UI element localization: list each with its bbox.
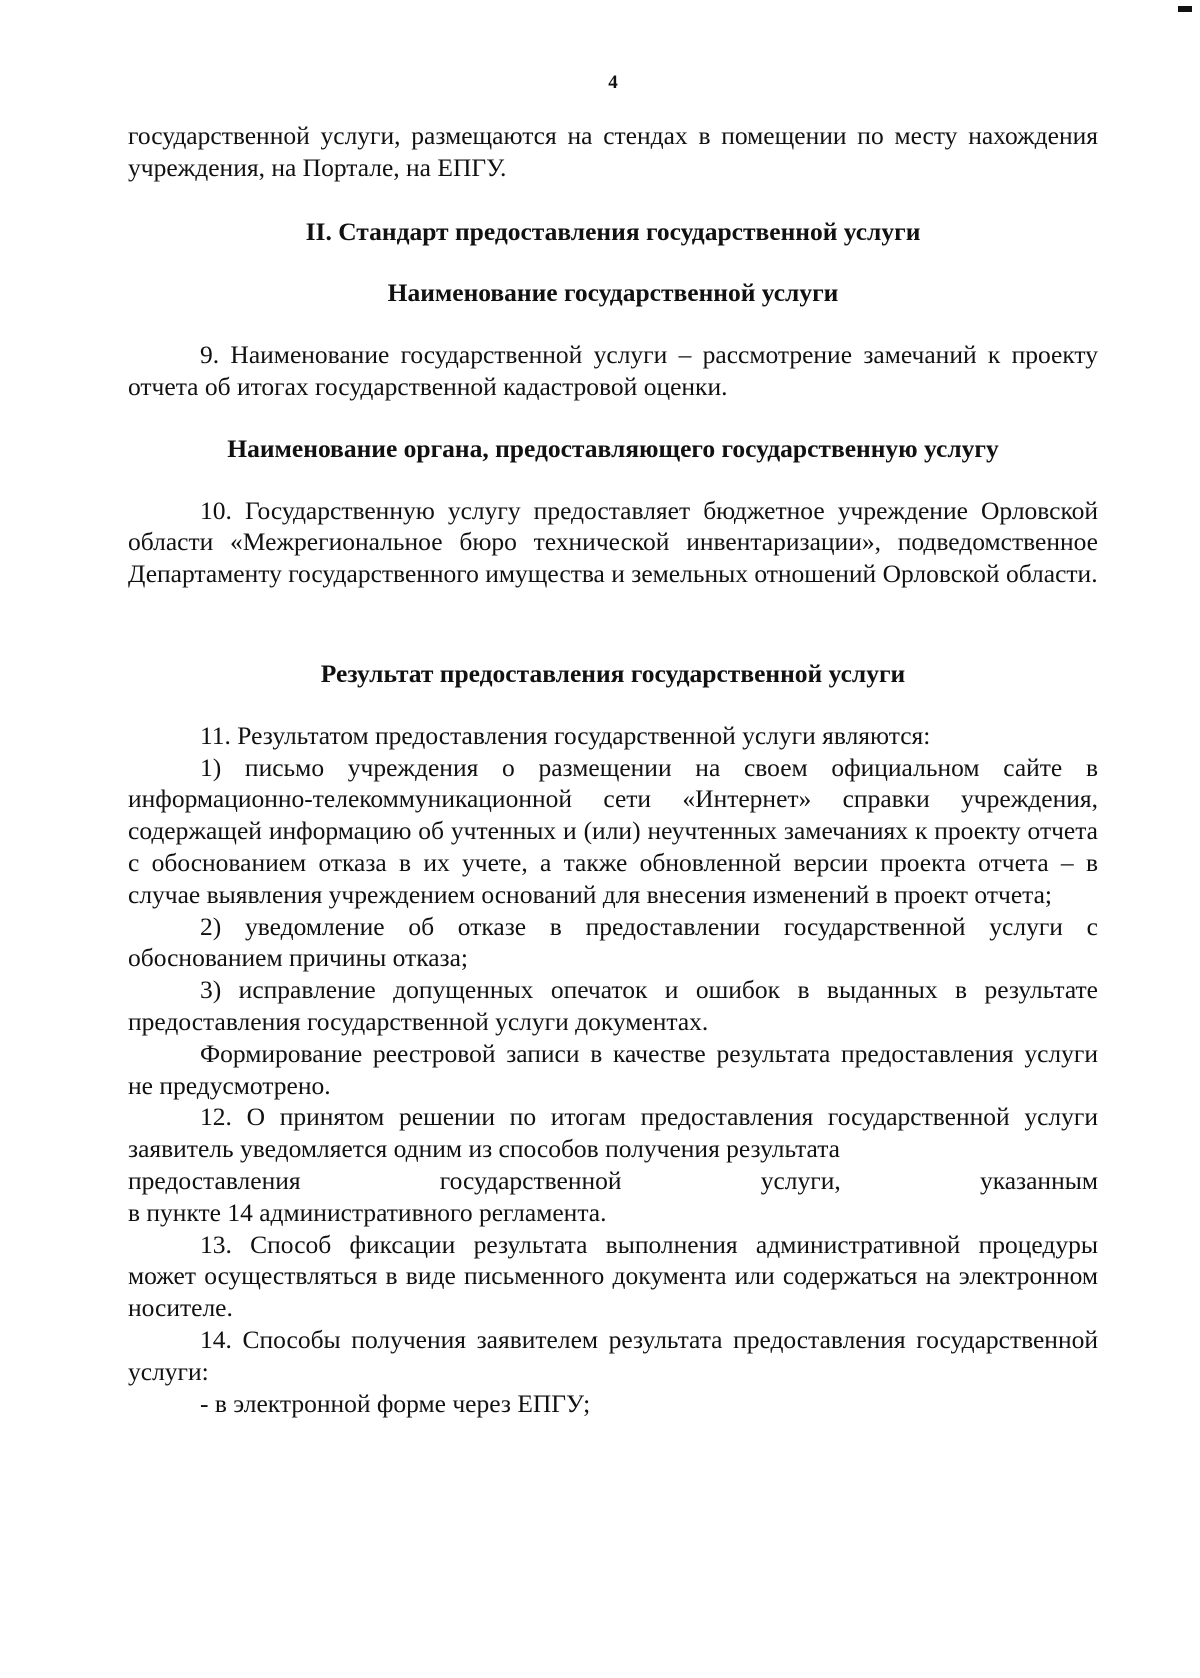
name-heading: Наименование государственной услуги [387,278,839,308]
paragraph-12 [128,1101,1098,1228]
paragraph-12-line-1: 12. О принятом решении по итогам предоставления государственной услуги заявитель уведомляется одним из способов получения результата [128,1102,1098,1164]
result-item-1: 1) письмо учреждения о размещении на своем официальном сайте в информационно-телекоммуникационной сети «Интернет» справки учреждения, содержащей информацию об учтенных и (или) неучтенных замечаниях к проекту отчета с обоснованием отказа в их учете, а также обновленной версии проекта отчета – в случае выявления учреждением оснований для внесения изменений в проект отчета; [128,752,1098,909]
paragraph-12-line-3: в пункте 14 административного регламента. [128,1197,607,1227]
registry-paragraph: Формирование реестровой записи в качестве результата предоставления услуги не предусмотрено. [128,1038,1098,1100]
result-item-3: 3) исправление допущенных опечаток и ошибок в выданных в результате предоставления государственной услуги документах. [128,975,1098,1036]
paragraph-13: 13. Способ фиксации результата выполнения административной процедуры может осуществляться в виде письменного документа или содержаться на электронном носителе. [128,1229,1098,1323]
section-title: II. Стандарт предоставления государственной услуги [305,216,921,246]
bullet-epgu: - в электронной форме через ЕПГУ; [200,1388,591,1418]
corner-mark [1178,6,1192,12]
paragraph-14: 14. Способы получения заявителем результата предоставления государственной услуги: [128,1324,1098,1386]
paragraph-10: 10. Государственную услугу предоставляет бюджетное учреждение Орловской области «Межрегиональное бюро технической инвентаризации», подведомственное Департаменту государственного имущества и земельных отношений Орловской области. [128,495,1098,589]
result-heading: Результат предоставления государственной услуги [320,658,906,688]
result-item-2: 2) уведомление об отказе в предоставлении государственной услуги с обоснованием причины отказа; [128,911,1098,973]
paragraph-9: 9. Наименование государственной услуги – рассмотрение замечаний к проекту отчета об итогах государственной кадастровой оценки. [128,340,1098,401]
paragraph-12-line-2: предоставления государственной услуги, указанным [128,1165,1098,1195]
intro-paragraph: государственной услуги, размещаются на стендах в помещении по месту нахождения учреждения, на Портале, на ЕПГУ. [128,121,1098,182]
page-number: 4 [608,72,618,93]
paragraph-11: 11. Результатом предоставления государственной услуги являются: [200,720,931,750]
organ-heading: Наименование органа, предоставляющего государственную услугу [227,433,999,463]
document-body [128,120,1098,1419]
